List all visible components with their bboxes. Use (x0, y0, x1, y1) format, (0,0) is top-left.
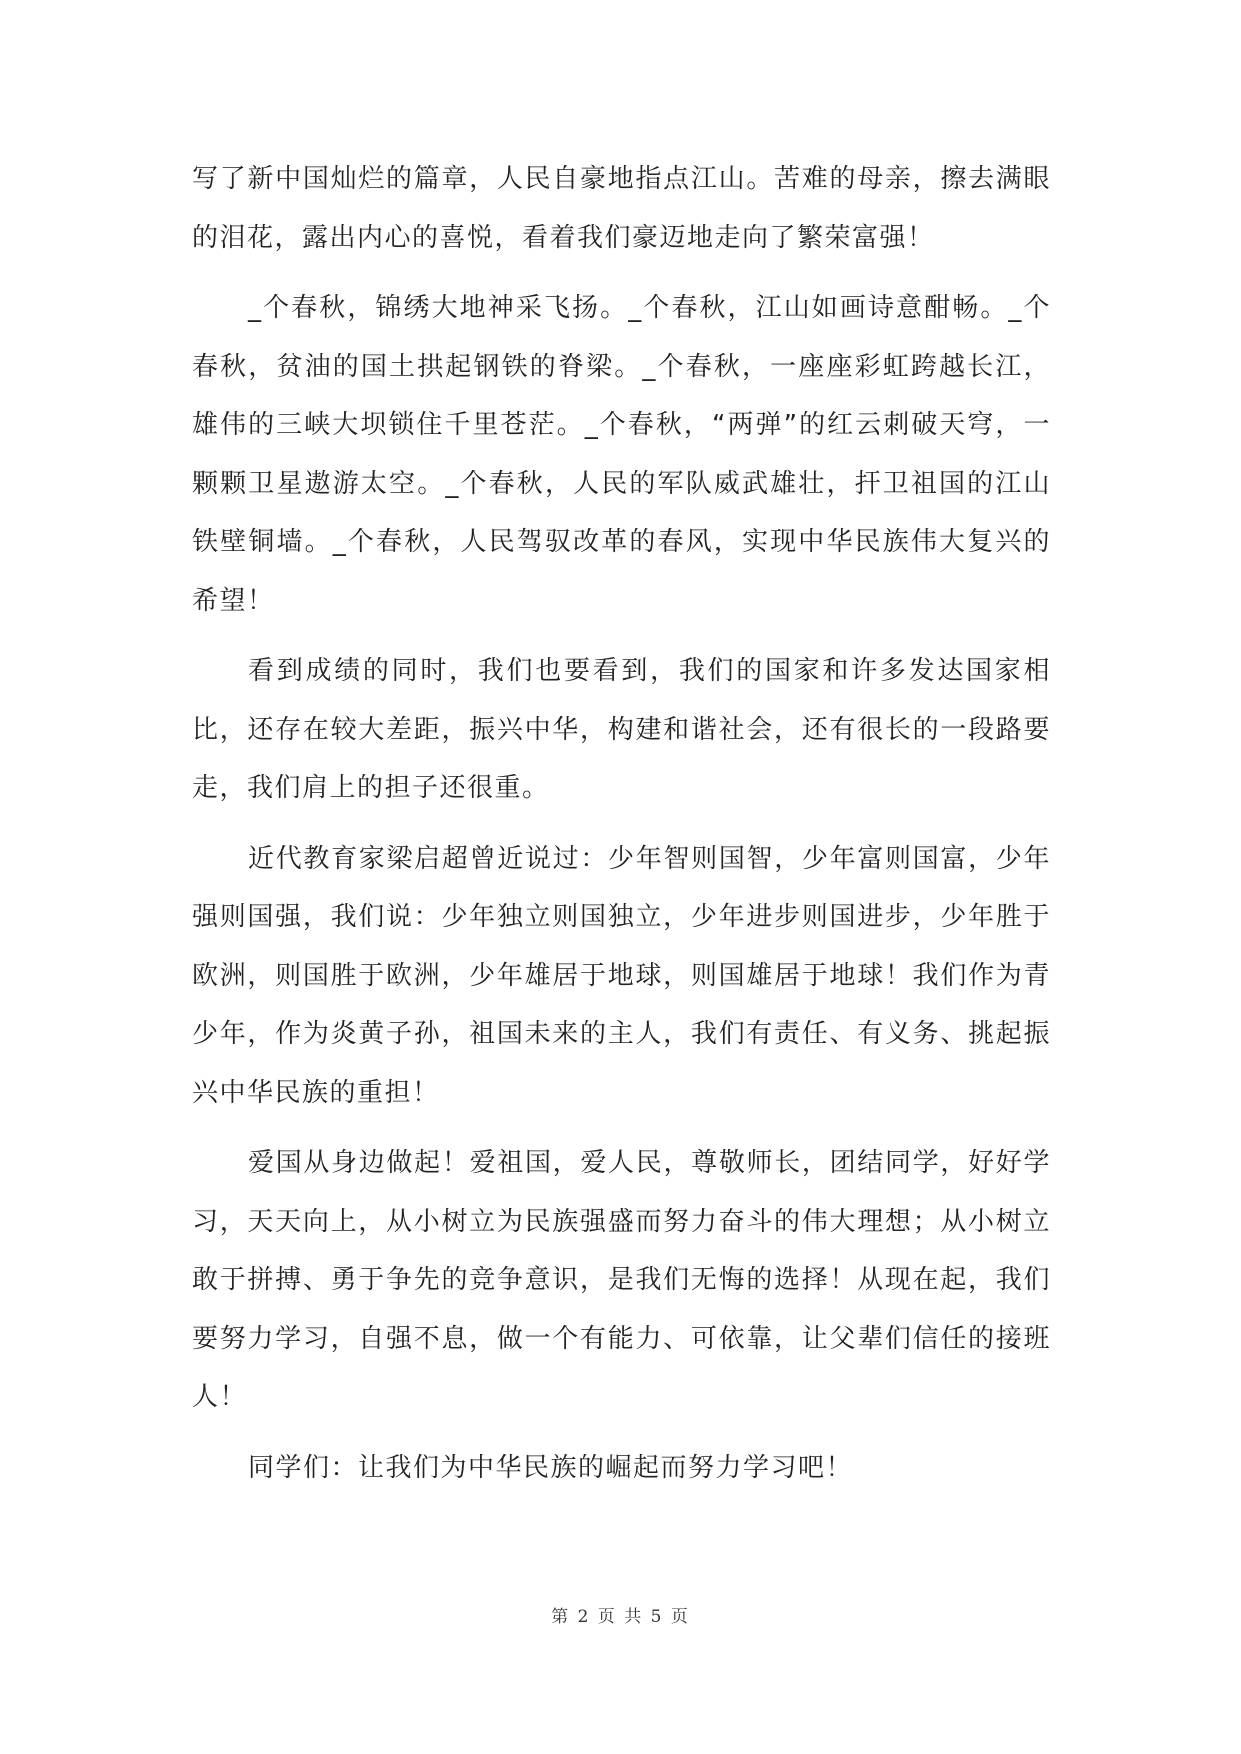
paragraph: _个春秋，锦绣大地神采飞扬。_个春秋，江山如画诗意酣畅。_个春秋，贫油的国土拱起钢铁的脊梁。_个春秋，一座座彩虹跨越长江，雄伟的三峡大坝锁住千里苍茫。_个春秋，“两弹”的红云刺破天穹，一颗颗卫星遨游太空。_个春秋，人民的军队威武雄壮，扞卫祖国的江山铁壁铜墙。_个春秋，人民驾驭改革的春风，实现中华民族伟大复兴的希望！ (192, 293, 1051, 616)
paragraph: 同学们：让我们为中华民族的崛起而努力学习吧！ (248, 1452, 854, 1483)
document-body (192, 150, 1051, 1509)
page-number-footer: 第 2 页 共 5 页 (551, 1607, 690, 1627)
paragraph: 爱国从身边做起！爱祖国，爱人民，尊敬师长，团结同学，好好学习，天天向上，从小树立为民族强盛而努力奋斗的伟大理想；从小树立敢于拼搏、勇于争先的竞争意识，是我们无悔的选择！从现在起，我们要努力学习，自强不息，做一个有能力、可依靠，让父辈们信任的接班人！ (192, 1148, 1051, 1412)
paragraph: 看到成绩的同时，我们也要看到，我们的国家和许多发达国家相比，还存在较大差距，振兴中华，构建和谐社会，还有很长的一段路要走，我们肩上的担子还很重。 (192, 656, 1051, 803)
paragraph: 近代教育家梁启超曾近说过：少年智则国智，少年富则国富，少年强则国强，我们说：少年独立则国独立，少年进步则国进步，少年胜于欧洲，则国胜于欧洲，少年雄居于地球，则国雄居于地球！我们作为青少年，作为炎黄子孙，祖国未来的主人，我们有责任、有义务、挑起振兴中华民族的重担！ (192, 843, 1051, 1108)
paragraph: 写了新中国灿烂的篇章，人民自豪地指点江山。苦难的母亲，擦去满眼的泪花，露出内心的喜悦，看着我们豪迈地走向了繁荣富强！ (192, 164, 1051, 253)
